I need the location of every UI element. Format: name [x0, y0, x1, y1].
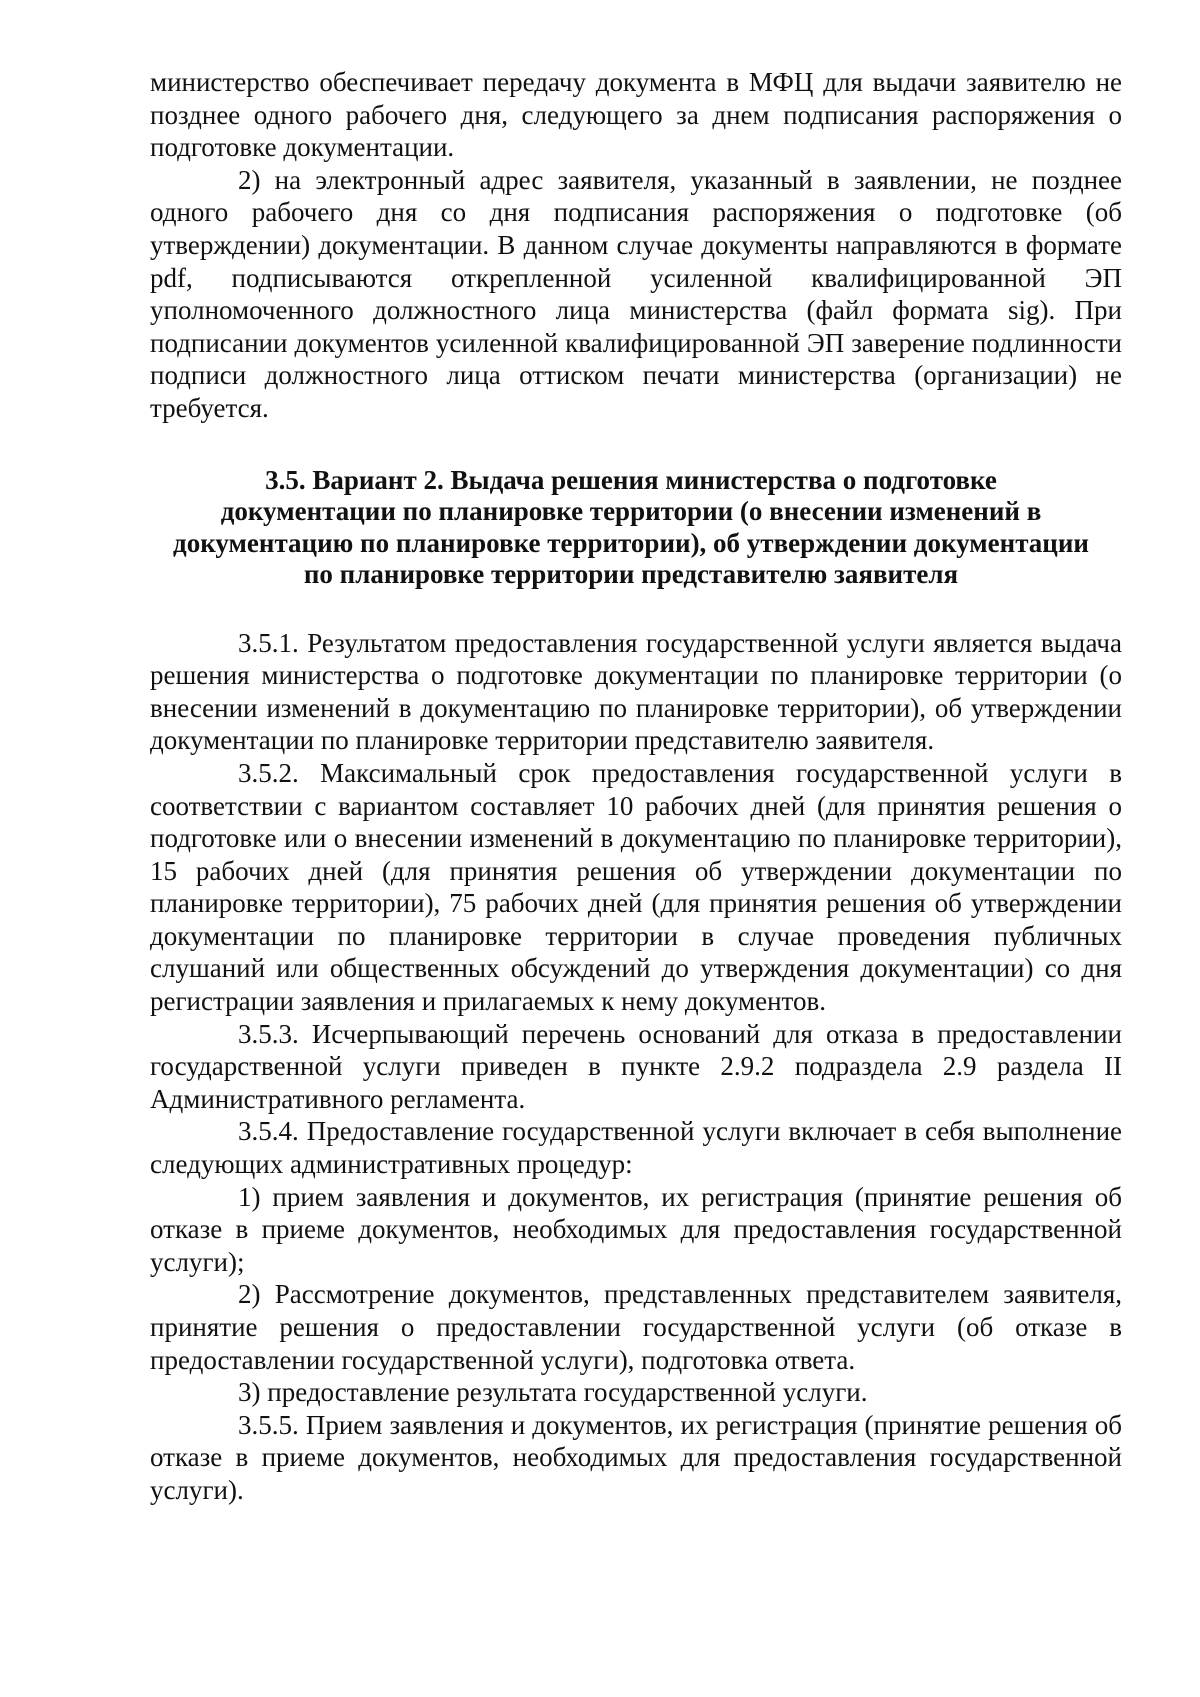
section-heading-line: документации по планировке территории (о внесении изменений в	[220, 496, 1042, 527]
paragraph-3-5-4: 3.5.4. Предоставление государственной услуги включает в себя выполнение следующих административных процедур:	[150, 1116, 1122, 1180]
paragraph-intro-item-2: 2) на электронный адрес заявителя, указанный в заявлении, не позднее одного рабочего дня со дня подписания распоряжения о подготовке (об утверждении) документации. В данном случае документы направляются в формате pdf, подписываются открепленной усиленной квалифицированной ЭП уполномоченного должностного лица министерства (файл формата sig). При подписании документов усиленной квалифицированной ЭП заверение подлинности подписи должностного лица оттиском печати министерства (организации) не требуется.	[150, 164, 1122, 423]
paragraph-3-5-3: 3.5.3. Исчерпывающий перечень оснований для отказа в предоставлении государственной услуги приведен в пункте 2.9.2 подраздела 2.9 раздела II Административного регламента.	[150, 1018, 1122, 1114]
section-heading-line: по планировке территории представителю заявителя	[303, 559, 959, 590]
list-item-procedure-2: 2) Рассмотрение документов, представленных представителем заявителя, принятие решения о предоставлении государственной услуги (об отказе в предоставлении государственной услуги), подготовка ответа.	[150, 1279, 1122, 1375]
list-item-procedure-3: 3) предоставление результата государственной услуги.	[238, 1377, 868, 1408]
section-heading-line: 3.5. Вариант 2. Выдача решения министерства о подготовке	[265, 464, 997, 495]
paragraph-3-5-2: 3.5.2. Максимальный срок предоставления государственной услуги в соответствии с вариантом составляет 10 рабочих дней (для принятия решения о подготовке или о внесении изменений в документацию по планировке территории), 15 рабочих дней (для принятия решения об утверждении документации по планировке территории), 75 рабочих дней (для принятия решения об утверждении документации по планировке территории в случае проведения публичных слушаний или общественных обсуждений до утверждения документации) со дня регистрации заявления и прилагаемых к нему документов.	[150, 757, 1122, 1017]
paragraph-intro-continuation: министерство обеспечивает передачу документа в МФЦ для выдачи заявителю не позднее одного рабочего дня, следующего за днем подписания распоряжения о подготовке документации.	[150, 67, 1122, 163]
list-item-procedure-1: 1) прием заявления и документов, их регистрация (принятие решения об отказе в приеме документов, необходимых для предоставления государственной услуги);	[150, 1181, 1122, 1277]
section-heading-3-5	[150, 465, 1112, 591]
paragraph-3-5-5: 3.5.5. Прием заявления и документов, их регистрация (принятие решения об отказе в приеме документов, необходимых для предоставления государственной услуги).	[150, 1409, 1122, 1505]
paragraph-3-5-1: 3.5.1. Результатом предоставления государственной услуги является выдача решения министерства о подготовке документации по планировке территории (о внесении изменений в документацию по планировке территории), об утверждении документации по планировке территории представителю заявителя.	[150, 627, 1122, 756]
section-heading-line: документацию по планировке территории), об утверждении документации	[173, 527, 1089, 558]
